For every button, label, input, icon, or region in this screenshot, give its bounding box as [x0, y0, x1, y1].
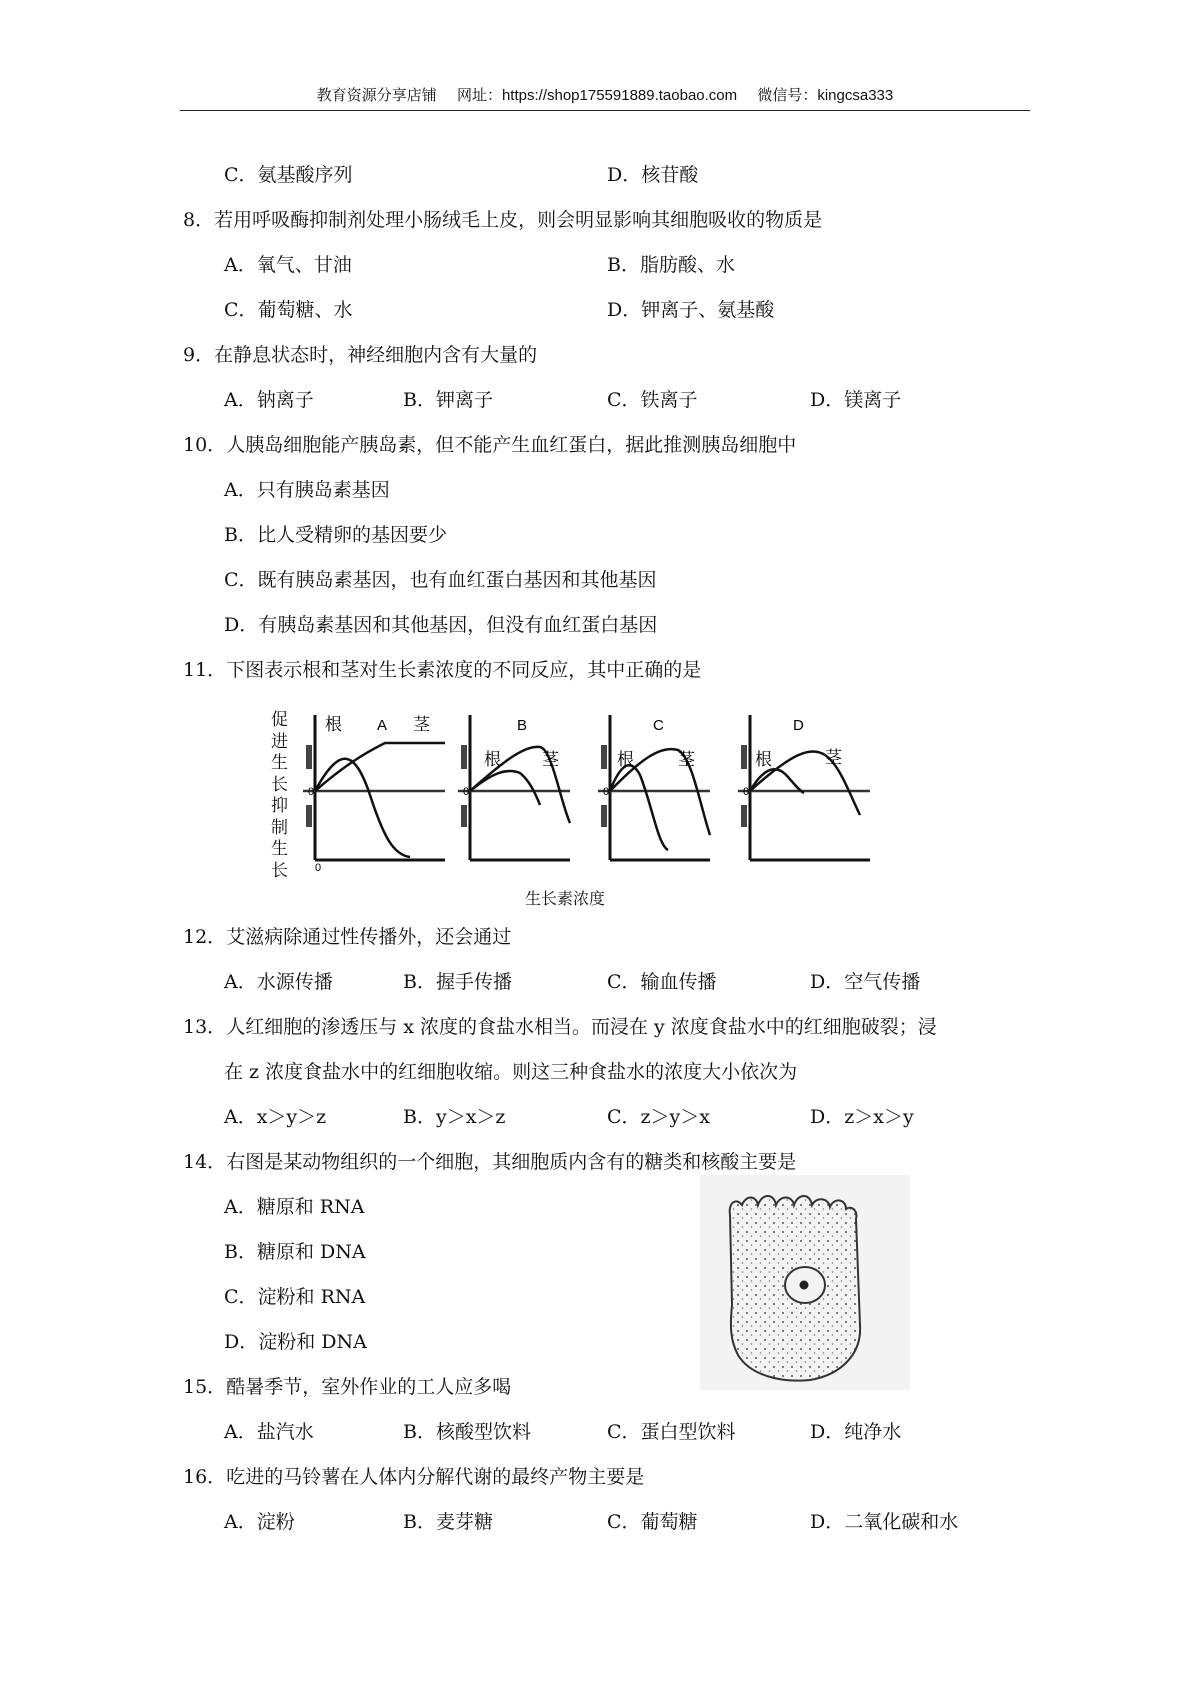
panel-c-promote-mark — [601, 745, 607, 769]
q15-option-a: A．盐汽水 — [224, 1421, 314, 1443]
q16-option-c: C．葡萄糖 — [607, 1511, 698, 1533]
figure11-y-axis-label: 促进生长抑制生长 — [271, 710, 288, 881]
animal-cell-figure — [700, 1175, 910, 1390]
panel-d-zero-label: 0 — [743, 786, 750, 798]
q8-stem — [183, 208, 822, 232]
q16-text: 吃进的马铃薯在人体内分解代谢的最终产物主要是 — [226, 1466, 645, 1488]
q12-number: 12． — [183, 926, 227, 948]
q8-option-b: B．脂肪酸、水 — [607, 254, 735, 276]
q14-option-a: A．糖原和 RNA — [224, 1196, 365, 1218]
q13-option-b: B．y＞x＞z — [403, 1106, 506, 1128]
panel-c-zero-label: 0 — [603, 786, 610, 798]
q9-stem — [183, 343, 537, 367]
panel-d-stem-label: 茎 — [825, 748, 842, 767]
q13-option-c: C．z＞y＞x — [607, 1106, 710, 1128]
header-url: 网址：https://shop175591889.taobao.com — [456, 87, 738, 104]
panel-b-zero-label: 0 — [463, 786, 470, 798]
q9-option-d: D．镁离子 — [810, 389, 902, 411]
panel-a-promote-mark — [306, 745, 312, 769]
q12-option-d: D．空气传播 — [810, 971, 921, 993]
q12-option-c: C．输血传播 — [607, 971, 717, 993]
header-rule — [180, 110, 1030, 111]
q13-option-a: A．x＞y＞z — [224, 1106, 327, 1128]
panel-d-root-label: 根 — [755, 750, 772, 769]
q15-option-c: C．蛋白型饮料 — [607, 1421, 736, 1443]
q9-option-c: C．铁离子 — [607, 389, 698, 411]
panel-b — [458, 715, 570, 860]
q10-option-a: A．只有胰岛素基因 — [224, 479, 390, 501]
q8-text: 若用呼吸酶抑制剂处理小肠绒毛上皮，则会明显影响其细胞吸收的物质是 — [214, 209, 823, 231]
panel-d-inhibit-mark — [741, 805, 747, 827]
panel-a-stem-label: 茎 — [413, 715, 430, 734]
q13-stem-line2: 在 z 浓度食盐水中的红细胞收缩。则这三种食盐水的浓度大小依次为 — [224, 1061, 798, 1083]
q14-text: 右图是某动物组织的一个细胞，其细胞质内含有的糖类和核酸主要是 — [226, 1151, 797, 1173]
q15-number: 15． — [183, 1376, 227, 1398]
q14-stem — [183, 1150, 796, 1174]
panel-a-root-label: 根 — [325, 715, 342, 734]
panel-c-root-curve — [610, 765, 668, 850]
panel-c-root-label: 根 — [617, 750, 634, 769]
q11-number: 11． — [183, 659, 227, 681]
q12-option-b: B．握手传播 — [403, 971, 512, 993]
panel-a-inhibit-mark — [306, 805, 312, 827]
q16-number: 16． — [183, 1466, 227, 1488]
q15-text: 酷暑季节，室外作业的工人应多喝 — [226, 1376, 512, 1398]
q13-stem — [183, 1015, 937, 1039]
q14-option-c: C．淀粉和 RNA — [224, 1286, 366, 1308]
q13-text: 人红细胞的渗透压与 x 浓度的食盐水相当。而浸在 y 浓度食盐水中的红细胞破裂；浸 — [226, 1016, 937, 1038]
panel-d-promote-mark — [741, 745, 747, 769]
header-shop: 教育资源分享店铺 — [316, 87, 437, 104]
q16-option-b: B．麦芽糖 — [403, 1511, 493, 1533]
q9-option-b: B．钾离子 — [403, 389, 493, 411]
panel-c-letter: C — [653, 717, 664, 734]
q8-option-c: C．葡萄糖、水 — [224, 299, 353, 321]
q8-number: 8． — [183, 209, 215, 231]
q14-option-b: B．糖原和 DNA — [224, 1241, 366, 1263]
q16-stem — [183, 1465, 644, 1489]
q9-number: 9． — [183, 344, 215, 366]
panel-b-promote-mark — [461, 745, 467, 769]
q14-number: 14． — [183, 1151, 227, 1173]
q12-text: 艾滋病除通过性传播外，还会通过 — [226, 926, 512, 948]
q9-text: 在静息状态时，神经细胞内含有大量的 — [214, 344, 538, 366]
q10-number: 10． — [183, 434, 227, 456]
q7-option-d: D．核苷酸 — [607, 164, 699, 186]
q13-option-d: D．z＞x＞y — [810, 1106, 914, 1128]
q8-option-d: D．钾离子、氨基酸 — [607, 299, 775, 321]
panel-d-letter: D — [793, 717, 804, 734]
panel-b-root-curve — [470, 771, 540, 805]
q15-option-d: D．纯净水 — [810, 1421, 902, 1443]
q7-option-c: C．氨基酸序列 — [224, 164, 353, 186]
panel-c — [598, 715, 710, 860]
panel-b-root-label: 根 — [484, 750, 501, 769]
q16-option-d: D．二氧化碳和水 — [810, 1511, 959, 1533]
figure11-graphs — [265, 705, 945, 885]
panel-a — [303, 714, 445, 874]
q9-option-a: A．钠离子 — [224, 389, 314, 411]
panel-b-inhibit-mark — [461, 805, 467, 827]
figure11-x-axis-label: 生长素浓度 — [525, 889, 606, 908]
panel-c-stem-label: 茎 — [678, 750, 695, 769]
q16-option-a: A．淀粉 — [224, 1511, 295, 1533]
panel-a-letter: A — [377, 717, 388, 734]
q10-text: 人胰岛细胞能产胰岛素，但不能产生血红蛋白，据此推测胰岛细胞中 — [226, 434, 797, 456]
header-wechat: 微信号：kingcsa333 — [757, 87, 894, 104]
q11-text: 下图表示根和茎对生长素浓度的不同反应，其中正确的是 — [226, 659, 702, 681]
page-header — [180, 84, 1030, 105]
q15-stem — [183, 1375, 511, 1399]
q13-number: 13． — [183, 1016, 227, 1038]
q10-stem — [183, 433, 796, 457]
panel-d — [738, 715, 870, 860]
q12-stem — [183, 925, 511, 949]
panel-b-stem-label: 茎 — [542, 750, 559, 769]
panel-c-inhibit-mark — [601, 805, 607, 827]
cell-nucleolus — [800, 1281, 809, 1290]
q15-option-b: B．核酸型饮料 — [403, 1421, 531, 1443]
panel-a-stem-curve — [315, 743, 445, 791]
q10-option-d: D．有胰岛素基因和其他基因，但没有血红蛋白基因 — [224, 614, 658, 636]
panel-a-zero-label: 0 — [308, 786, 315, 798]
panel-a-origin-label: 0 — [315, 862, 322, 874]
q8-option-a: A．氧气、甘油 — [224, 254, 352, 276]
panel-a-root-curve — [315, 759, 410, 857]
q12-option-a: A．水源传播 — [224, 971, 333, 993]
q10-option-b: B．比人受精卵的基因要少 — [224, 524, 447, 546]
q14-option-d: D．淀粉和 DNA — [224, 1331, 367, 1353]
q11-stem — [183, 658, 701, 682]
q10-option-c: C．既有胰岛素基因，也有血红蛋白基因和其他基因 — [224, 569, 657, 591]
panel-b-letter: B — [517, 717, 528, 734]
panel-d-root-curve — [750, 769, 804, 793]
